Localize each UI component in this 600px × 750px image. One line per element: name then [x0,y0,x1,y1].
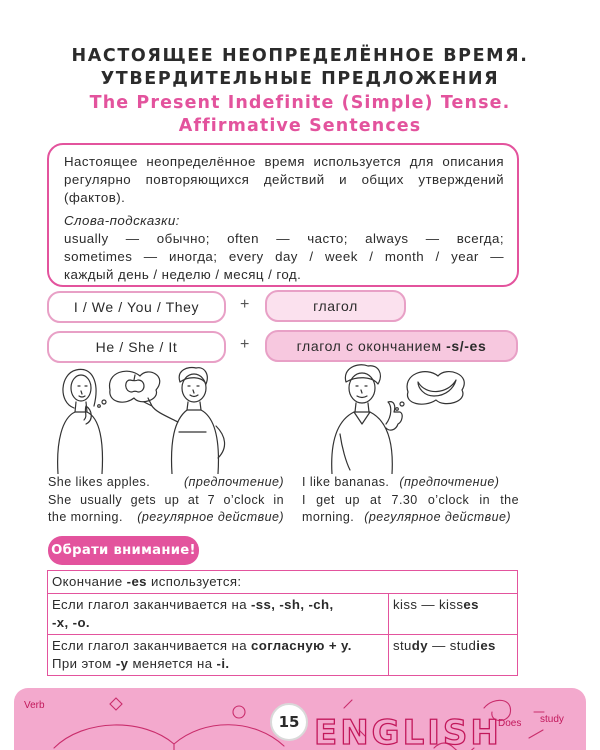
woman-body [58,412,103,474]
title-en-line1: The Present Indefinite (Simple) Tense. [89,93,511,113]
note-row2-text-c: меняется на [128,656,217,671]
attention-badge: Обрати внимание! [48,536,199,565]
man-body [172,410,219,474]
subjects-plural-pill [47,291,226,323]
caption-left-line3: the morning. [48,510,123,524]
hints-line-1: usually — обычно; often — часто; always — всегда; [64,230,504,246]
caption-right-line2: I get up at 7.30 o’clock in the [302,492,519,507]
table-row [48,571,518,594]
note-row1-example [389,594,518,635]
verb-ending-prefix: глагол с окончанием [296,338,447,354]
doodle-does: Does [498,718,522,729]
note-row2-example-a: stu [393,638,412,653]
note-header-cell [48,571,518,594]
title-en-line2: Affirmative Sentences [178,116,422,136]
verb-ending-pill [265,330,518,362]
hints-label: Слова-подсказки: [64,212,180,228]
hints-line-2: sometimes — иногда; every day / week / month / year — [64,249,504,265]
note-row1-example-ending: es [463,597,479,612]
caption-right [302,474,519,527]
note-row1-example-base: kiss — kiss [393,597,464,612]
subjects-plural-text: I / We / You / They [73,299,200,315]
doodle-english: ENGLISH [314,713,502,750]
verb-text: глагол [313,298,358,314]
doodle-verb: Verb [24,700,45,711]
note-row2-example [389,635,518,676]
caption-left-note1: (предпочтение) [183,475,284,489]
caption-right-note3: (регулярное действие) [364,510,512,524]
plus-sign-2: + [240,336,250,353]
note-row2-example-a-bold: dy [411,638,428,653]
thumbs-up-hand [386,402,402,430]
hints-line-3: каждый день / неделю / месяц / год. [64,267,302,283]
note-row2-bold: согласную + y. [251,638,352,653]
note-header-suffix: используется: [146,574,242,589]
caption-left-line2: She usually gets up at 7 o’clock in [48,492,284,507]
doodle-study: study [540,714,564,725]
boy-body [332,412,393,474]
note-row1-text: Если глагол заканчивается на [52,597,251,612]
caption-left-line1: She likes apples. [48,475,151,489]
note-row1-rule [48,594,389,635]
plus-sign-1: + [240,296,250,313]
title-ru-line2: УТВЕРДИТЕЛЬНЫЕ ПРЕДЛОЖЕНИЯ [100,69,500,89]
thought-bubble-right [407,372,464,405]
verb-pill [265,290,406,322]
title-ru-line1: НАСТОЯЩЕЕ НЕОПРЕДЕЛЁННОЕ ВРЕМЯ. [71,46,529,66]
note-row2-text: Если глагол заканчивается на [52,638,251,653]
table-row [48,635,518,676]
caption-right-line3: morning. [302,510,355,524]
subjects-singular-pill [47,331,226,363]
verb-ending-suffix: -s/-es [446,338,487,354]
caption-right-line1: I like bananas. [302,475,390,489]
subjects-singular-text: He / She / It [95,339,178,355]
note-table [47,570,518,676]
note-row2-bold-2: -y [115,656,129,671]
note-row2-example-b: — stud [428,638,477,653]
note-row2-rule [48,635,389,676]
note-row2-bold-3: -i. [216,656,230,671]
illustration-left [48,362,248,474]
rule-box [47,143,519,287]
note-row2-text-b: При этом [52,656,116,671]
note-header-prefix: Окончание [52,574,127,589]
banana-icon [418,380,456,396]
page-number: 15 [270,703,308,741]
caption-left-note3: (регулярное действие) [137,510,284,524]
illustration-right [296,362,496,474]
table-row [48,594,518,635]
note-row1-endings: -ss, -sh, -ch, [251,597,334,612]
note-row1-endings-2: -x, -o. [52,615,90,630]
caption-left [48,474,284,527]
note-row2-example-b-bold: ies [476,638,496,653]
rule-description: Настоящее неопределённое время используется для описания регулярно повторяющихся действий и общих утверждений (фактов). [64,154,504,206]
apple-icon [126,375,144,392]
note-header-ending: -es [126,574,147,589]
caption-right-note1: (предпочтение) [399,475,500,489]
